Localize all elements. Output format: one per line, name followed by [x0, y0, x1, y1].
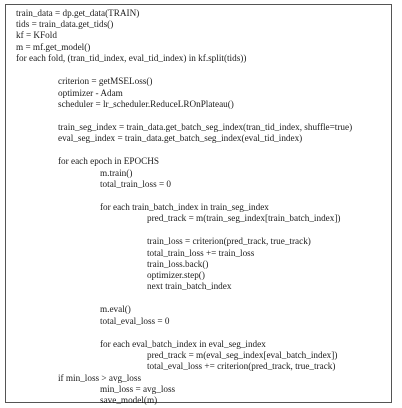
- code-line: optimizer - Adam: [58, 88, 123, 98]
- code-line: for each train_batch_index in train_seg_index: [100, 202, 269, 212]
- code-line: m.train(): [100, 168, 133, 178]
- code-line: scheduler = lr_scheduler.ReduceLROnPlateau(): [58, 99, 234, 109]
- code-line: total_eval_loss += criterion(pred_track, true_track): [147, 361, 336, 371]
- code-line: m = mf.get_model(): [16, 42, 91, 52]
- code-line: next train_batch_index: [147, 281, 232, 291]
- code-line: train_loss = criterion(pred_track, true_track): [147, 236, 311, 246]
- code-line: pred_track = m(eval_seg_index[eval_batch_index]): [147, 350, 338, 360]
- code-line: kf = KFold: [16, 30, 57, 40]
- code-line: tids = train_data.get_tids(): [16, 19, 114, 29]
- code-line: pred_track = m(train_seg_index[train_batch_index]): [147, 213, 341, 223]
- code-line: train_loss.back(): [147, 259, 209, 269]
- code-line: total_eval_loss = 0: [100, 316, 170, 326]
- code-line: eval_seg_index = train_data.get_batch_seg_index(eval_tid_index): [58, 133, 303, 143]
- code-line: min_loss = avg_loss: [100, 384, 176, 394]
- code-line: optimizer.step(): [147, 270, 205, 280]
- code-line: m.eval(): [100, 304, 131, 314]
- code-line: criterion = getMSELoss(): [58, 76, 153, 86]
- code-line: for each epoch in EPOCHS: [58, 156, 160, 166]
- code-line: total_train_loss += train_loss: [147, 248, 255, 258]
- code-line: train_seg_index = train_data.get_batch_seg_index(tran_tid_index, shuffle=true): [58, 122, 353, 132]
- code-line: for each fold, (tran_tid_index, eval_tid_index) in kf.split(tids)): [16, 53, 247, 63]
- code-line: train_data = dp.get_data(TRAIN): [16, 8, 140, 18]
- code-line: save_model(m): [100, 395, 158, 405]
- code-listing-box: [5, 4, 392, 403]
- code-line: total_train_loss = 0: [100, 179, 172, 189]
- code-line: if min_loss > avg_loss: [58, 373, 142, 383]
- code-line: for each eval_batch_index in eval_seg_index: [100, 339, 266, 349]
